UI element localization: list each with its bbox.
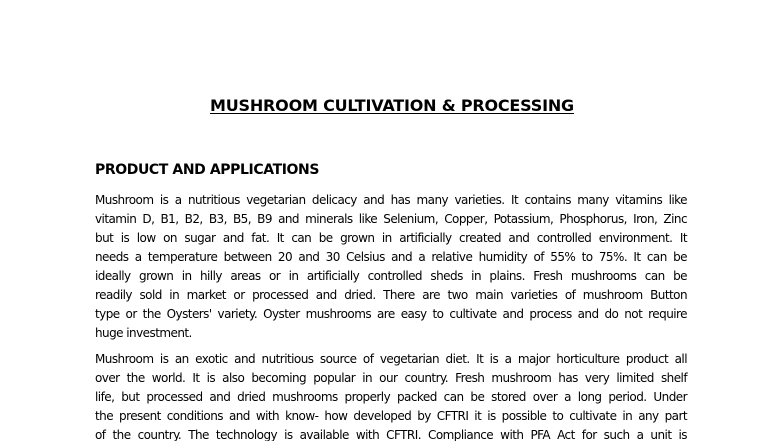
text-line: type or the Oysters' variety. Oyster mushrooms are easy to cultivate and process and do not require xyxy=(95,307,687,321)
text-line: of the country. The technology is available with CFTRI. Compliance with PFA Act for such a unit is xyxy=(95,428,687,441)
text-line: but is low on sugar and fat. It can be grown in artificially created and controlled environment. It xyxy=(95,231,687,245)
document-title: MUSHROOM CULTIVATION & PROCESSING xyxy=(210,96,574,115)
document-body xyxy=(95,191,687,441)
text-line: life, but processed and dried mushrooms properly packed can be stored over a long period. Under xyxy=(95,390,687,404)
text-line: readily sold in market or processed and dried. There are two main varieties of mushroom Button xyxy=(95,288,687,302)
text-line: vitamin D, B1, B2, B3, B5, B9 and minerals like Selenium, Copper, Potassium, Phosphorus, Iron, Zinc xyxy=(95,212,687,226)
section-heading: PRODUCT AND APPLICATIONS xyxy=(95,162,320,178)
paragraph-2 xyxy=(95,350,687,441)
paragraph-1 xyxy=(95,191,687,343)
text-line: over the world. It is also becoming popular in our country. Fresh mushroom has very limited shelf xyxy=(95,371,687,385)
text-line: huge investment. xyxy=(95,326,192,340)
text-line: needs a temperature between 20 and 30 Celsius and a relative humidity of 55% to 75%. It can be xyxy=(95,250,687,264)
text-line: ideally grown in hilly areas or in artificially controlled sheds in plains. Fresh mushrooms can be xyxy=(95,269,687,283)
text-line: the present conditions and with know- how developed by CFTRI it is possible to cultivate in any part xyxy=(95,409,687,423)
text-line: Mushroom is a nutritious vegetarian delicacy and has many varieties. It contains many vitamins like xyxy=(95,193,687,207)
text-line: Mushroom is an exotic and nutritious source of vegetarian diet. It is a major horticulture product all xyxy=(95,352,687,366)
